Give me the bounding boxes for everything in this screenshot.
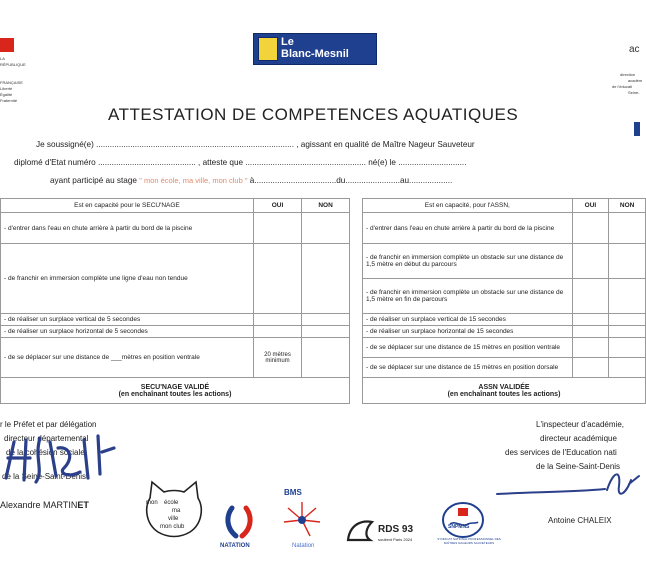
secunage-table [0, 198, 350, 404]
natation-label: NATATION [220, 543, 250, 549]
oui-cell[interactable] [572, 279, 609, 314]
assn-valid-note: (en enchaînant toutes les actions) [447, 390, 561, 398]
skill-label: - d'entrer dans l'eau en chute arrière à partir du bord de la piscine [363, 213, 573, 244]
prefet-line3: de la cohésion sociale [6, 448, 85, 457]
oui-cell[interactable] [572, 326, 609, 338]
skill-label: - de réaliser un surplace vertical de 5 secondes [1, 314, 254, 326]
table-row [1, 338, 350, 378]
assn-table [362, 198, 646, 404]
non-cell[interactable] [609, 338, 646, 358]
republique-fragment: LA [0, 56, 5, 61]
skill-label: - d'entrer dans l'eau en chute arrière à partir du bord de la piscine [1, 213, 254, 244]
shield-icon [258, 37, 278, 61]
distance-note: 20 mètres minimum [253, 338, 301, 378]
inspecteur-name: Antoine CHALEIX [548, 516, 612, 525]
academie-fragment: académ [628, 78, 643, 83]
table-row [1, 326, 350, 338]
statement-line2: diplomé d'Etat numéro ........................................... , atteste que ..................................................... né(e) le .............................. [14, 158, 467, 167]
table-row [363, 314, 646, 326]
stamp-word: mon [146, 500, 158, 506]
inspecteur-line4: de la Seine-Saint-Denis [536, 462, 621, 471]
table-row [1, 244, 350, 314]
non-cell[interactable] [302, 314, 350, 326]
prefet-line4: de la Seine-Saint-Denis [2, 472, 87, 481]
snpmns-label: SNPMNS [448, 524, 470, 530]
statement-line3-pre: ayant participé au stage [50, 176, 137, 185]
skill-label: - de se déplacer sur une distance de ___mètres en position ventrale [1, 338, 254, 378]
stamp-word: ville [168, 516, 179, 522]
republique-fragment: FRANÇAISE [0, 80, 23, 85]
oui-cell[interactable] [253, 314, 301, 326]
inspecteur-line2: directeur académique [540, 434, 617, 443]
non-cell[interactable] [609, 213, 646, 244]
table-row [1, 314, 350, 326]
non-cell[interactable] [302, 244, 350, 314]
statement-line3-post: à....................................du........................au................... [249, 176, 453, 185]
skill-label: - de franchir en immersion complète un obstacle sur une distance de 1,5 mètre en début du parcours [363, 244, 573, 279]
stamp-word: mon club [160, 524, 185, 530]
skill-label: - de réaliser un surplace vertical de 15 secondes [363, 314, 573, 326]
table-row [363, 338, 646, 358]
prefet-line2: directeur départemental [4, 434, 89, 443]
non-cell[interactable] [609, 358, 646, 378]
assn-header-label: Est en capacité, pour l'ASSN, [363, 199, 573, 213]
oui-cell[interactable] [253, 326, 301, 338]
skill-label: - de réaliser un surplace horizontal de 15 secondes [363, 326, 573, 338]
prefet-line1: r le Préfet et par délégation [0, 420, 97, 429]
republique-fragment: RÉPUBLIQUE [0, 62, 26, 67]
academie-mark [634, 122, 640, 136]
oui-cell[interactable] [253, 213, 301, 244]
statement-line3 [50, 176, 452, 185]
republique-fragment: Liberté [0, 86, 13, 91]
secunage-header-label: Est en capacité pour le SECU'NAGE [1, 199, 254, 213]
table-row [363, 358, 646, 378]
stamp-word: ma [172, 508, 181, 514]
republique-fragment: Fraternité [0, 98, 18, 103]
logo-line2: Blanc-Mesnil [281, 48, 349, 60]
academie-fragment: de l'éducati [612, 84, 633, 89]
non-cell[interactable] [609, 326, 646, 338]
oui-cell[interactable] [572, 314, 609, 326]
inspecteur-line1: L'inspecteur d'académie, [536, 420, 624, 429]
skill-label: - de se déplacer sur une distance de 15 mètres en position dorsale [363, 358, 573, 378]
non-cell[interactable] [609, 279, 646, 314]
assn-validation [363, 378, 646, 404]
secunage-validation [1, 378, 350, 404]
stage-placeholder: " mon école, ma ville, mon club " [139, 176, 248, 185]
statement-line1: Je soussigné(e) ....................................................................................... , agissant en qualité de Maître Nageur Sauveteur [36, 140, 475, 149]
secunage-valid-note: (en enchaînant toutes les actions) [118, 390, 232, 398]
page-title: ATTESTATION DE COMPETENCES AQUATIQUES [108, 105, 519, 124]
table-row [1, 213, 350, 244]
oui-cell[interactable] [572, 358, 609, 378]
non-cell[interactable] [302, 213, 350, 244]
rds93-label: RDS 93 [378, 524, 414, 535]
table-row [363, 279, 646, 314]
academie-fragment: Seine- [628, 90, 640, 95]
skill-label: - de réaliser un surplace horizontal de 5 secondes [1, 326, 254, 338]
non-cell[interactable] [609, 244, 646, 279]
oui-cell[interactable] [572, 213, 609, 244]
table-row [363, 213, 646, 244]
non-header: NON [609, 199, 646, 213]
academie-label: ac [629, 44, 640, 55]
oui-header: OUI [572, 199, 609, 213]
logo-line1: Le [281, 36, 294, 48]
republique-fragment: Égalité [0, 92, 13, 97]
oui-cell[interactable] [572, 338, 609, 358]
non-cell[interactable] [609, 314, 646, 326]
prefet-name: Alexandre MARTINET [0, 500, 89, 510]
skill-label: - de franchir en immersion complète un obstacle sur une distance de 1,5 mètre en fin de parcours [363, 279, 573, 314]
academie-fragment: direction [620, 72, 636, 77]
stamp-word: école [164, 500, 179, 506]
skill-label: - de se déplacer sur une distance de 15 mètres en position ventrale [363, 338, 573, 358]
non-header: NON [302, 199, 350, 213]
table-row [363, 326, 646, 338]
assn-valid-label: ASSN VALIDÉE [478, 383, 530, 391]
blanc-mesnil-logo [253, 33, 377, 65]
snpmns-sub: SYNDICAT NATIONAL PROFESSIONNEL DES MAÎTRES NAGEURS SAUVETEURS [437, 537, 501, 545]
non-cell[interactable] [302, 326, 350, 338]
table-row [363, 244, 646, 279]
oui-cell[interactable] [253, 244, 301, 314]
bms-sub: Natation [292, 543, 315, 549]
inspecteur-line3: des services de l'Education nati [505, 448, 617, 457]
secunage-valid-label: SECU'NAGE VALIDÉ [140, 383, 210, 391]
bms-label: BMS [284, 488, 302, 497]
oui-cell[interactable] [572, 244, 609, 279]
oui-header: OUI [253, 199, 301, 213]
rds93-sub: soutient Paris 2024 [378, 537, 413, 542]
non-cell[interactable] [302, 338, 350, 378]
skill-label: - de franchir en immersion complète une ligne d'eau non tendue [1, 244, 254, 314]
